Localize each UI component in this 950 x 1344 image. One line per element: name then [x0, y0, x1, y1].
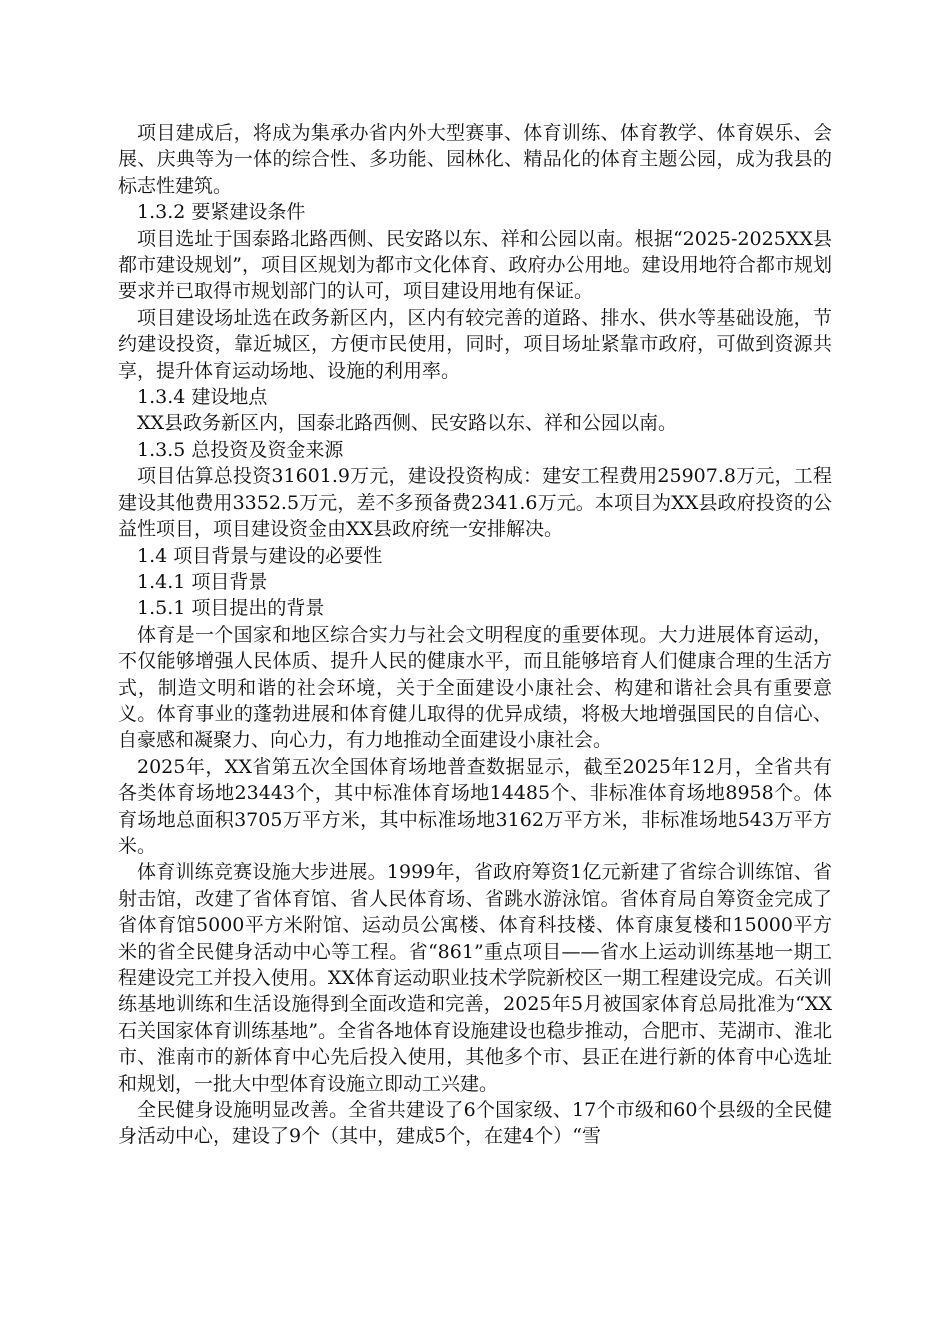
paragraph-venue-census: 2025年，XX省第五次全国体育场地普查数据显示，截至2025年12月，全省共有各类体育场地23443个，其中标准体育场地14485个、非标准体育场地8958个。体育场地总面积3705万平方米，其中标准场地3162万平方米，非标准场地543万平方米。 — [118, 755, 832, 857]
paragraph-fitness-facilities: 全民健身设施明显改善。全省共建设了6个国家级、17个市级和60个县级的全民健身活动中心，建设了9个（其中，建成5个，在建4个）“雪 — [118, 1099, 832, 1148]
paragraph-construction-site: XX县政务新区内，国泰北路西侧、民安路以东、祥和公园以南。 — [137, 412, 678, 435]
paragraph-site-location: 项目选址于国泰路北路西侧、民安路以东、祥和公园以南。根据“2025-2025XX县都市建设规划”，项目区规划为都市文化体育、政府办公用地。建设用地符合都市规划要求并已取得市规划部门的认可，项目建设用地有保证。 — [118, 227, 832, 303]
paragraph-site-infrastructure: 项目建设场址选在政务新区内，区内有较完善的道路、排水、供水等基础设施，节约建设投资，靠近城区，方便市民使用，同时，项目场址紧靠市政府，可做到资源共享，提升体育运动场地、设施的利用率。 — [118, 306, 832, 382]
document-body — [118, 120, 832, 1150]
section-heading-1-3-2: 1.3.2 要紧建设条件 — [137, 201, 306, 224]
paragraph-sports-importance: 体育是一个国家和地区综合实力与社会文明程度的重要体现。大力进展体育运动，不仅能够增强人民体质、提升人民的健康水平，而且能够培育人们健康合理的生活方式，制造文明和谐的社会环境，关于全面建设小康社会、构建和谐社会具有重要意义。体育事业的蓬勃进展和体育健儿取得的优异成绩，将极大地增强国民的自信心、自豪感和凝聚力、向心力，有力地推动全面建设小康社会。 — [118, 623, 832, 752]
section-heading-1-3-5: 1.3.5 总投资及资金来源 — [137, 438, 344, 461]
paragraph-training-facilities: 体育训练竞赛设施大步进展。1999年，省政府筹资1亿元新建了省综合训练馆、省射击馆，改建了省体育馆、省人民体育场、省跳水游泳馆。省体育局自筹资金完成了省体育馆5000平方米附馆、运动员公寓楼、体育科技楼、体育康复楼和15000平方米的省全民健身活动中心等工程。省“861”重点项目——省水上运动训练基地一期工程建设完工并投入使用。XX体育运动职业技术学院新校区一期工程建设完成。石关训练基地训练和生活设施得到全面改造和完善，2025年5月被国家体育总局批准为“XX石关国家体育训练基地”。全省各地体育设施建设也稳步推动，合肥市、芜湖市、淮北市、淮南市的新体育中心先后投入使用，其他多个市、县正在进行新的体育中心选址和规划，一批大中型体育设施立即动工兴建。 — [118, 861, 832, 1095]
paragraph-project-outcome: 项目建成后，将成为集承办省内外大型赛事、体育训练、体育教学、体育娱乐、会展、庆典等为一体的综合性、多功能、园林化、精品化的体育主题公园，成为我县的标志性建筑。 — [118, 122, 832, 197]
section-heading-1-4-1: 1.4.1 项目背景 — [137, 570, 268, 593]
section-heading-1-5-1: 1.5.1 项目提出的背景 — [137, 597, 325, 620]
section-heading-1-3-4: 1.3.4 建设地点 — [137, 386, 268, 409]
section-heading-1-4: 1.4 项目背景与建设的必要性 — [137, 544, 383, 567]
paragraph-investment: 项目估算总投资31601.9万元，建设投资构成：建安工程费用25907.8万元，工程建设其他费用3352.5万元，差不多预备费2341.6万元。本项目为XX县政府投资的公益性项目，项目建设资金由XX县政府统一安排解决。 — [118, 465, 832, 541]
